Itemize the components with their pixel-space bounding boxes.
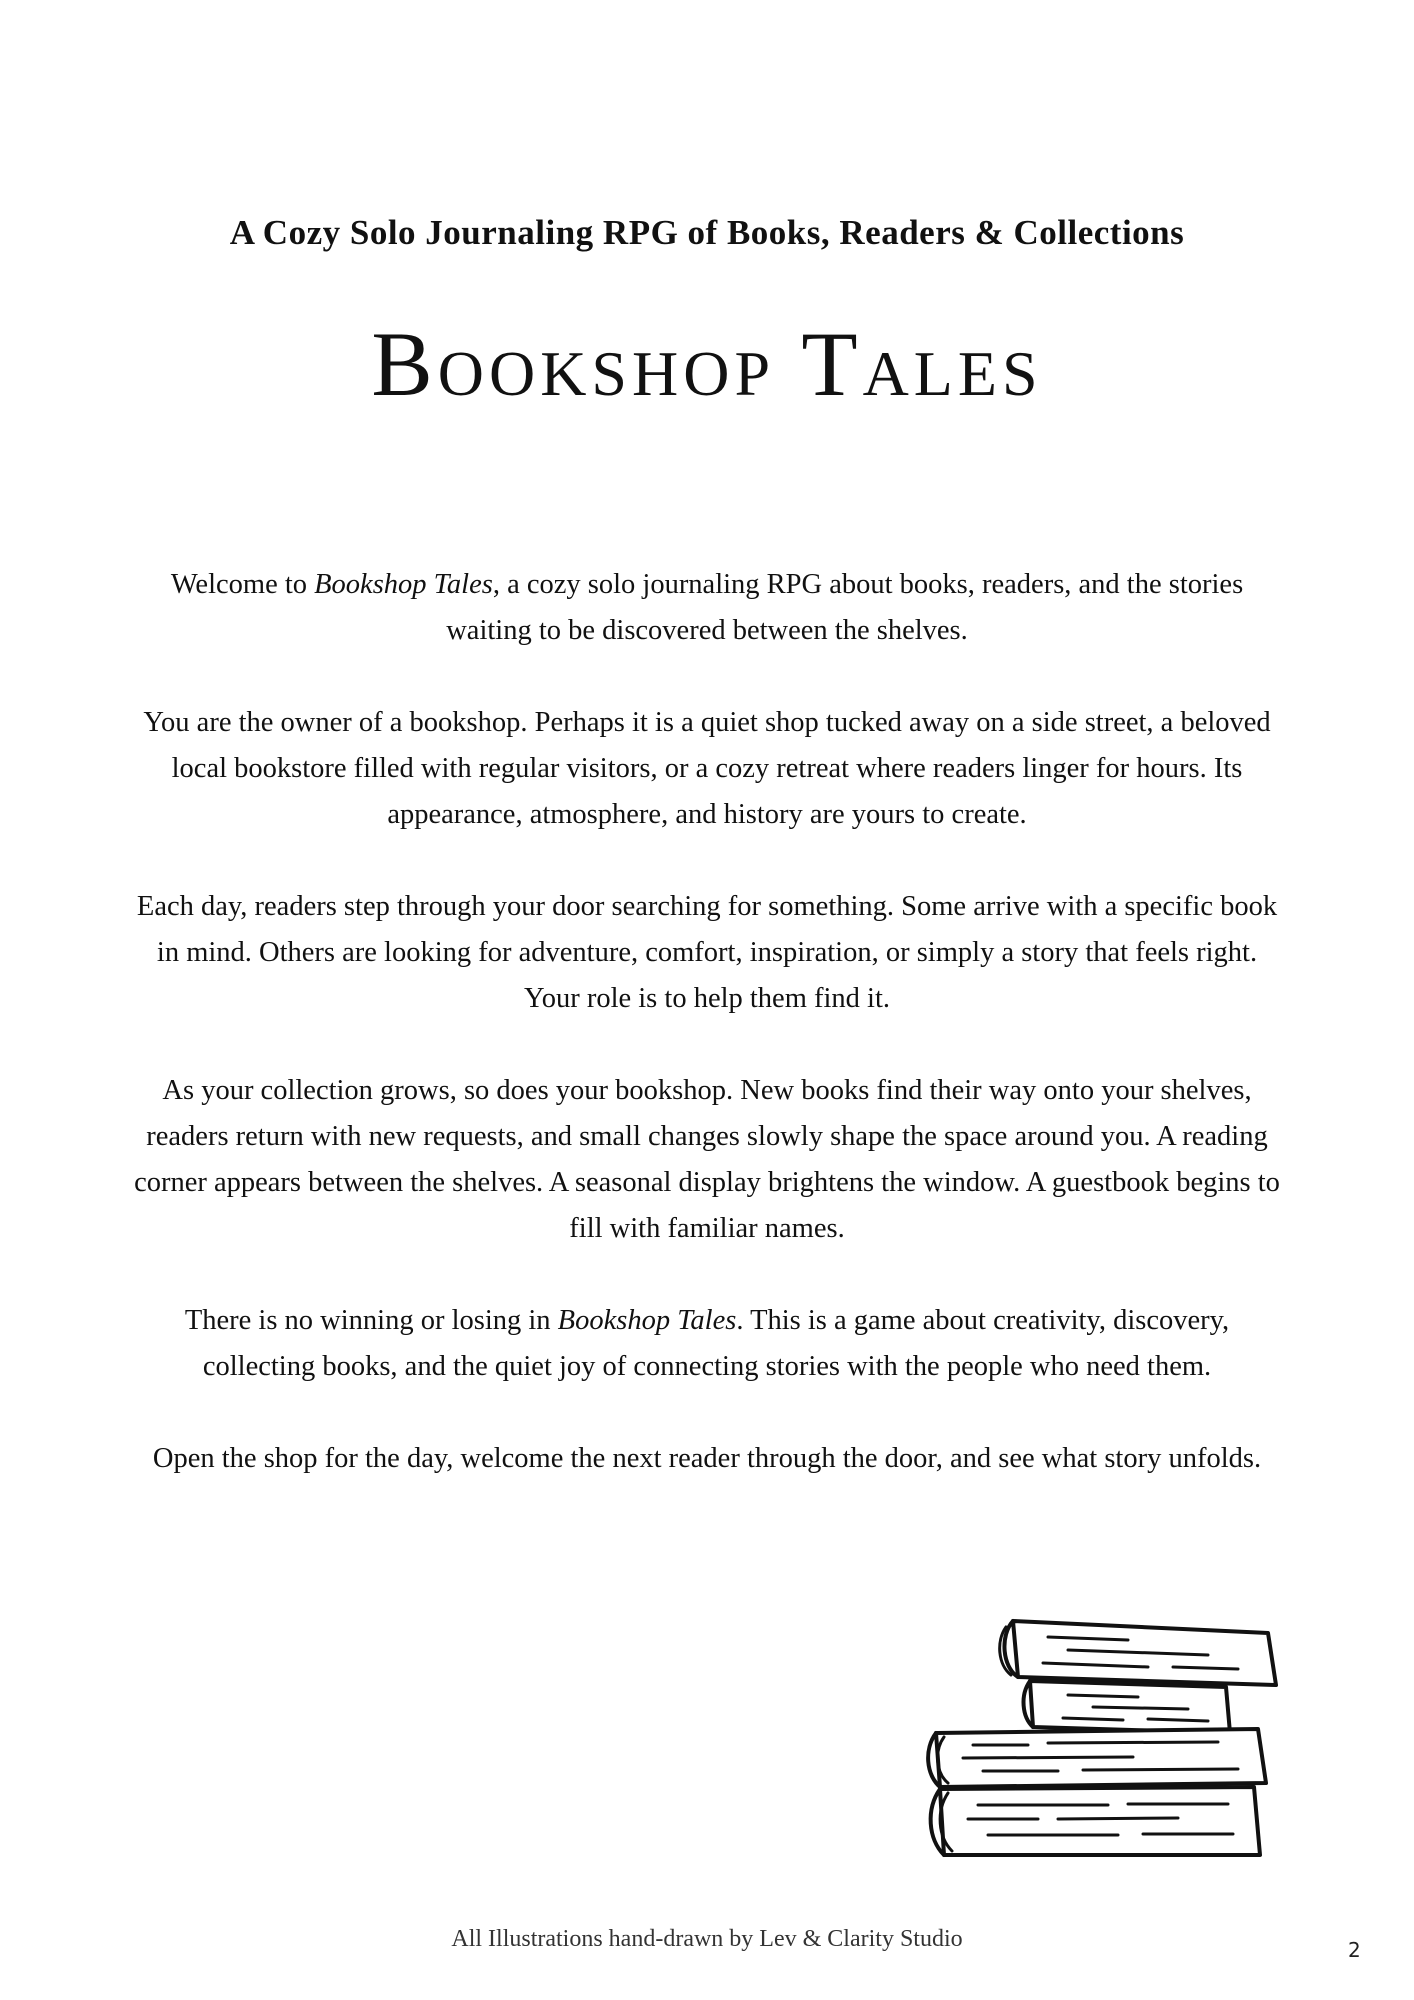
intro-text bbox=[130, 562, 1284, 1528]
intro-paragraph-6: Open the shop for the day, welcome the next reader through the door, and see what story unfolds. bbox=[152, 1443, 1262, 1474]
game-title-emphasis: Bookshop Tales bbox=[314, 569, 493, 600]
paragraph-line: Each day, readers step through your door searching for something. Some arrive with a specific book in mind. Others are looking for adventure, comfort, inspiration, or simply a story that feels right. bbox=[136, 891, 1278, 968]
intro-paragraph-5 bbox=[130, 1298, 1284, 1390]
intro-paragraph-1 bbox=[130, 562, 1284, 654]
paragraph-text: Welcome to bbox=[170, 569, 315, 600]
page-title: Bookshop Tales bbox=[371, 313, 1043, 415]
paragraph-text: . This is a game about creativity, discovery, collecting books, and the quiet joy of connecting stories with the people who need them. bbox=[202, 1305, 1230, 1382]
paragraph-text: , a cozy solo journaling RPG about books, readers, and the stories waiting to be discovered between the shelves. bbox=[446, 569, 1244, 646]
illustration-credit: All Illustrations hand-drawn by Lev & Clarity Studio bbox=[451, 1926, 963, 1952]
intro-paragraph-2: You are the owner of a bookshop. Perhaps it is a quiet shop tucked away on a side street, a beloved local bookstore filled with regular visitors, or a cozy retreat where readers linger for hours. Its appearance, atmosphere, and history are yours to create. bbox=[143, 707, 1271, 830]
intro-paragraph-4: As your collection grows, so does your bookshop. New books find their way onto your shelves, readers return with new requests, and small changes slowly shape the space around you. A reading corner appears between the shelves. A seasonal display brightens the window. A guestbook begins to fill with familiar names. bbox=[134, 1075, 1280, 1244]
paragraph-line: Your role is to help them find it. bbox=[523, 983, 890, 1014]
paragraph-text: There is no winning or losing in bbox=[184, 1305, 558, 1336]
intro-paragraph-3 bbox=[130, 884, 1284, 1022]
book-stack-icon bbox=[918, 1615, 1290, 1863]
game-title-emphasis: Bookshop Tales bbox=[557, 1305, 737, 1336]
page-subtitle: A Cozy Solo Journaling RPG of Books, Readers & Collections bbox=[229, 213, 1185, 252]
page-number: 2 bbox=[1348, 1938, 1361, 1962]
